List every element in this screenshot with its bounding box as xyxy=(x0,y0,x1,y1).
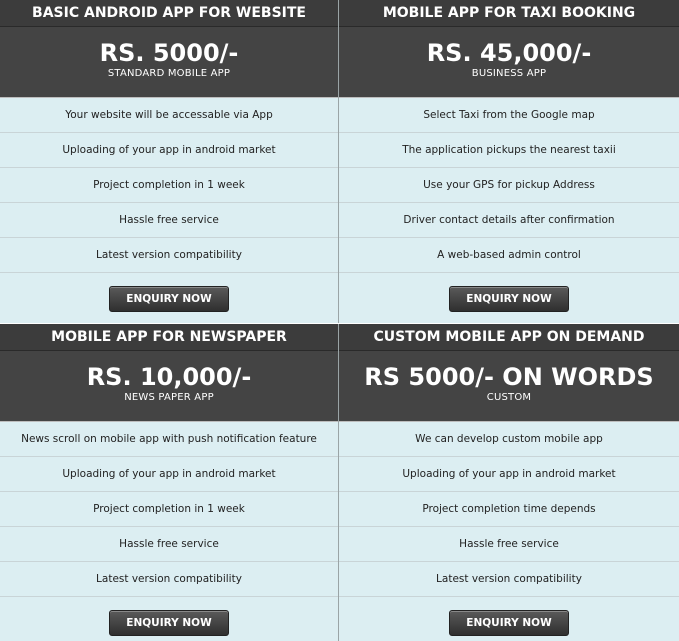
feature-item: Hassle free service xyxy=(339,527,679,562)
plan-title: BASIC ANDROID APP FOR WEBSITE xyxy=(0,0,338,27)
feature-list xyxy=(0,98,338,273)
enquiry-now-button[interactable]: ENQUIRY NOW xyxy=(449,610,569,636)
plan-price: RS. 10,000/- xyxy=(86,363,252,391)
enquiry-now-button[interactable]: ENQUIRY NOW xyxy=(449,286,569,312)
plan-basic-android xyxy=(0,0,338,323)
feature-item: Project completion time depends xyxy=(339,492,679,527)
feature-item: The application pickups the nearest taxii xyxy=(339,133,679,168)
column-divider xyxy=(338,0,339,641)
button-wrap xyxy=(339,273,679,312)
plan-subtitle: CUSTOM xyxy=(486,392,532,403)
plan-price: RS. 5000/- xyxy=(99,39,239,67)
button-wrap xyxy=(339,597,679,636)
feature-item: News scroll on mobile app with push notification feature xyxy=(0,422,338,457)
plan-custom xyxy=(339,324,679,641)
plan-newspaper xyxy=(0,324,338,641)
feature-item: A web-based admin control xyxy=(339,238,679,273)
price-box xyxy=(339,351,679,422)
price-box xyxy=(0,27,338,98)
button-wrap xyxy=(0,273,338,312)
plan-subtitle: STANDARD MOBILE APP xyxy=(107,68,231,79)
feature-item: Latest version compatibility xyxy=(0,238,338,273)
feature-list xyxy=(339,422,679,597)
feature-item: Hassle free service xyxy=(0,203,338,238)
feature-item: Project completion in 1 week xyxy=(0,168,338,203)
feature-item: Use your GPS for pickup Address xyxy=(339,168,679,203)
plan-title: MOBILE APP FOR TAXI BOOKING xyxy=(339,0,679,27)
enquiry-now-button[interactable]: ENQUIRY NOW xyxy=(109,610,229,636)
plan-title: MOBILE APP FOR NEWSPAPER xyxy=(0,324,338,351)
plan-subtitle: BUSINESS APP xyxy=(471,68,547,79)
plan-price: RS 5000/- ON WORDS xyxy=(364,363,654,391)
feature-list xyxy=(339,98,679,273)
feature-item: Select Taxi from the Google map xyxy=(339,98,679,133)
row-divider xyxy=(0,323,679,324)
feature-item: Latest version compatibility xyxy=(0,562,338,597)
plan-price: RS. 45,000/- xyxy=(426,39,592,67)
price-box xyxy=(339,27,679,98)
feature-list xyxy=(0,422,338,597)
plan-taxi-booking xyxy=(339,0,679,323)
feature-item: Latest version compatibility xyxy=(339,562,679,597)
feature-item: Your website will be accessable via App xyxy=(0,98,338,133)
feature-item: Uploading of your app in android market xyxy=(0,457,338,492)
plan-title: CUSTOM MOBILE APP ON DEMAND xyxy=(339,324,679,351)
feature-item: Driver contact details after confirmation xyxy=(339,203,679,238)
plan-subtitle: NEWS PAPER APP xyxy=(124,392,214,403)
feature-item: Project completion in 1 week xyxy=(0,492,338,527)
feature-item: Hassle free service xyxy=(0,527,338,562)
feature-item: We can develop custom mobile app xyxy=(339,422,679,457)
button-wrap xyxy=(0,597,338,636)
feature-item: Uploading of your app in android market xyxy=(0,133,338,168)
feature-item: Uploading of your app in android market xyxy=(339,457,679,492)
price-box xyxy=(0,351,338,422)
enquiry-now-button[interactable]: ENQUIRY NOW xyxy=(109,286,229,312)
